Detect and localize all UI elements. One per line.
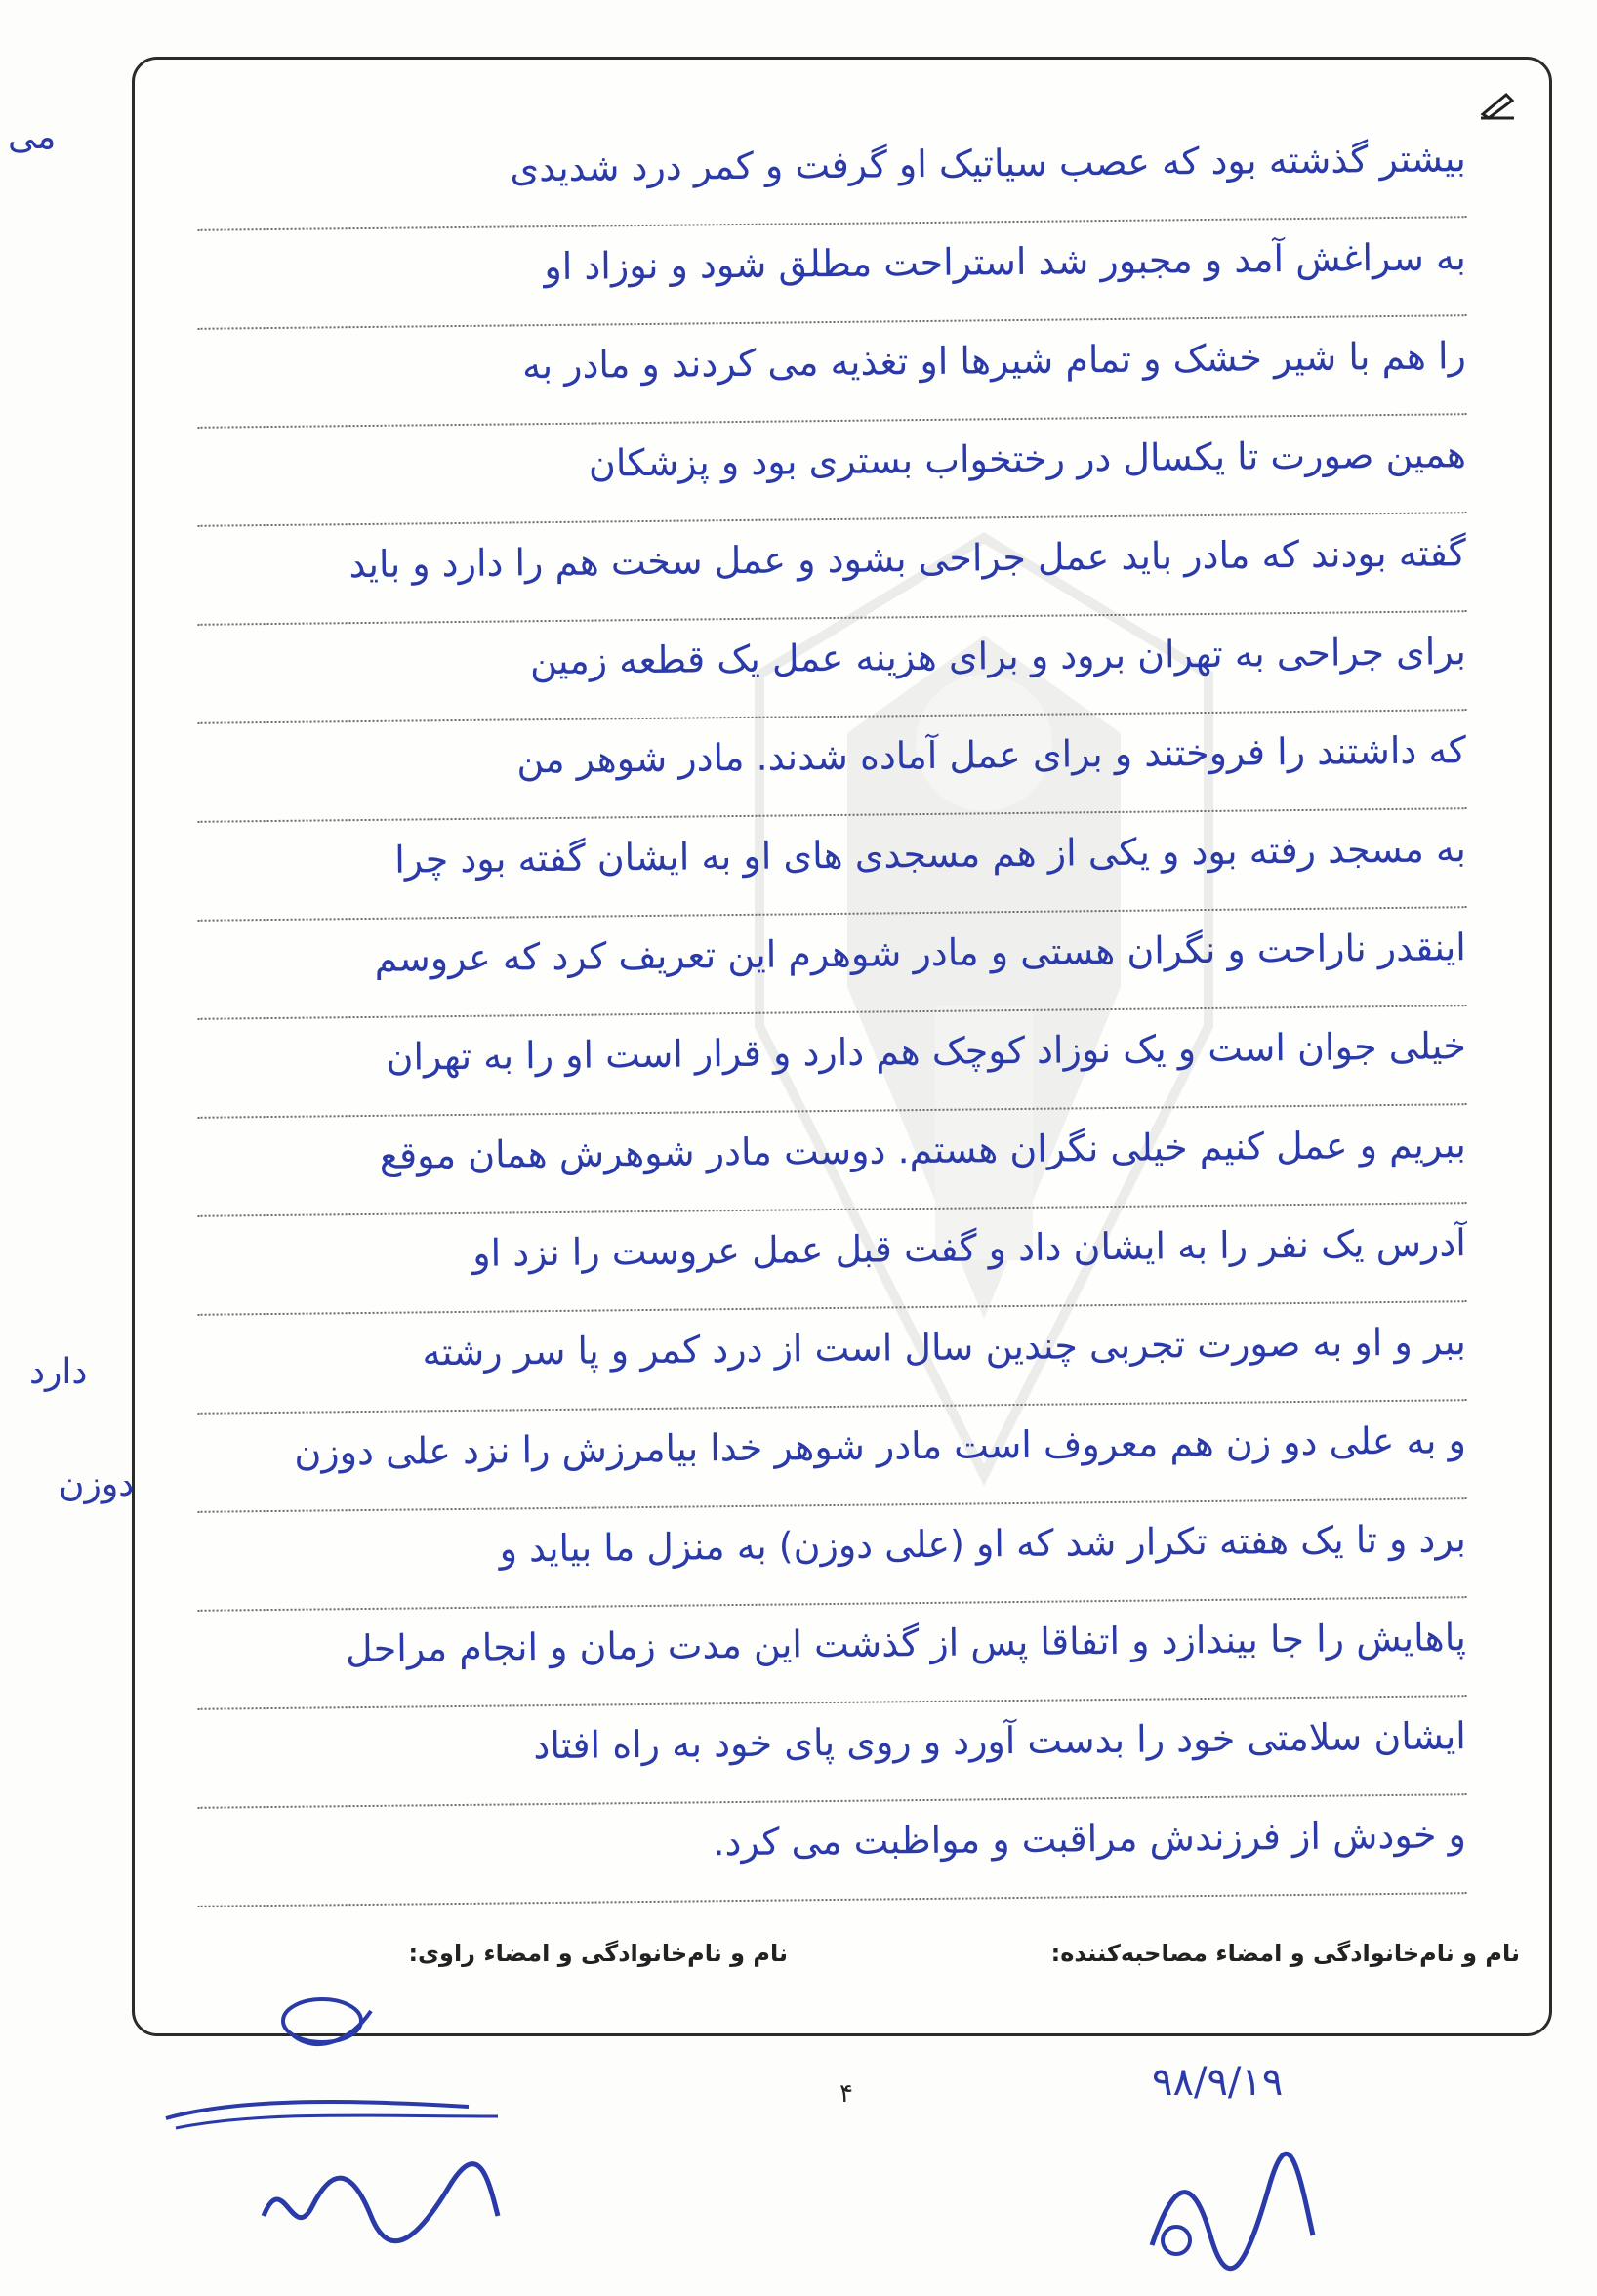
handwritten-line: که داشتند را فروختند و برای عمل آماده شدند. مادر شوهر من xyxy=(197,711,1467,823)
margin-note: می xyxy=(8,117,57,157)
handwritten-line: و خودش از فرزندش مراقبت و مواظبت می کرد. xyxy=(197,1795,1467,1907)
handwritten-line: اینقدر ناراحت و نگران هستی و مادر شوهرم این تعریف کرد که عروسم xyxy=(197,908,1467,1020)
handwritten-line: به سراغش آمد و مجبور شد استراحت مطلق شود و نوزاد او xyxy=(197,218,1467,330)
interviewer-label: نام و نام‌خانوادگی و امضاء مصاحبه‌کننده: xyxy=(1050,1940,1520,1967)
handwritten-line: را هم با شیر خشک و تمام شیرها او تغذیه می کردند و مادر به xyxy=(197,316,1467,429)
handwritten-line: برای جراحی به تهران برود و برای هزینه عمل یک قطعه زمین xyxy=(197,612,1467,724)
margin-note: دارد xyxy=(29,1352,88,1392)
handwritten-line: خیلی جوان است و یک نوزاد کوچک هم دارد و قرار است او را به تهران xyxy=(197,1006,1467,1119)
page-number: ۴ xyxy=(839,2079,853,2109)
narrator-label: نام و نام‌خانوادگی و امضاء راوی: xyxy=(408,1940,788,1967)
narrator-name-handwritten xyxy=(254,2148,508,2265)
interviewer-signature xyxy=(1132,2128,1328,2275)
handwritten-line: ببر و او به صورت تجربی چندین سال است از درد کمر و پا سر رشته xyxy=(197,1302,1467,1414)
handwritten-line: بیشتر گذشته بود که عصب سیاتیک او گرفت و کمر درد شدیدی xyxy=(197,119,1467,231)
handwritten-line: آدرس یک نفر را به ایشان داد و گفت قبل عمل عروست را نزد او xyxy=(197,1204,1467,1316)
handwritten-line: همین صورت تا یکسال در رختخواب بستری بود و پزشکان xyxy=(197,415,1467,527)
date-note: ۹۸/۹/۱۹ xyxy=(1152,2060,1284,2105)
signature-labels xyxy=(164,1930,1520,1988)
margin-note: دوزن xyxy=(59,1464,135,1504)
narrator-signature xyxy=(146,1982,517,2148)
handwritten-line: ایشان سلامتی خود را بدست آورد و روی پای خود به راه افتاد xyxy=(197,1697,1467,1809)
handwritten-line: برد و تا یک هفته تکرار شد که او (علی دوزن) به منزل ما بیاید و xyxy=(197,1499,1467,1612)
pen-writing-icon xyxy=(1479,91,1518,120)
handwritten-line: پاهایش را جا بیندازد و اتفاقا پس از گذشت این مدت زمان و انجام مراحل xyxy=(197,1598,1467,1710)
form-frame xyxy=(132,57,1552,2036)
handwritten-line: گفته بودند که مادر باید عمل جراحی بشود و عمل سخت هم را دارد و باید xyxy=(197,513,1467,626)
handwritten-line: و به علی دو زن هم معروف است مادر شوهر خدا بیامرزش را نزد علی دوزن xyxy=(197,1401,1467,1513)
handwritten-line: ببریم و عمل کنیم خیلی نگران هستم. دوست مادر شوهرش همان موقع xyxy=(197,1105,1467,1217)
handwritten-line: به مسجد رفته بود و یکی از هم مسجدی های او به ایشان گفته بود چرا xyxy=(197,809,1467,922)
